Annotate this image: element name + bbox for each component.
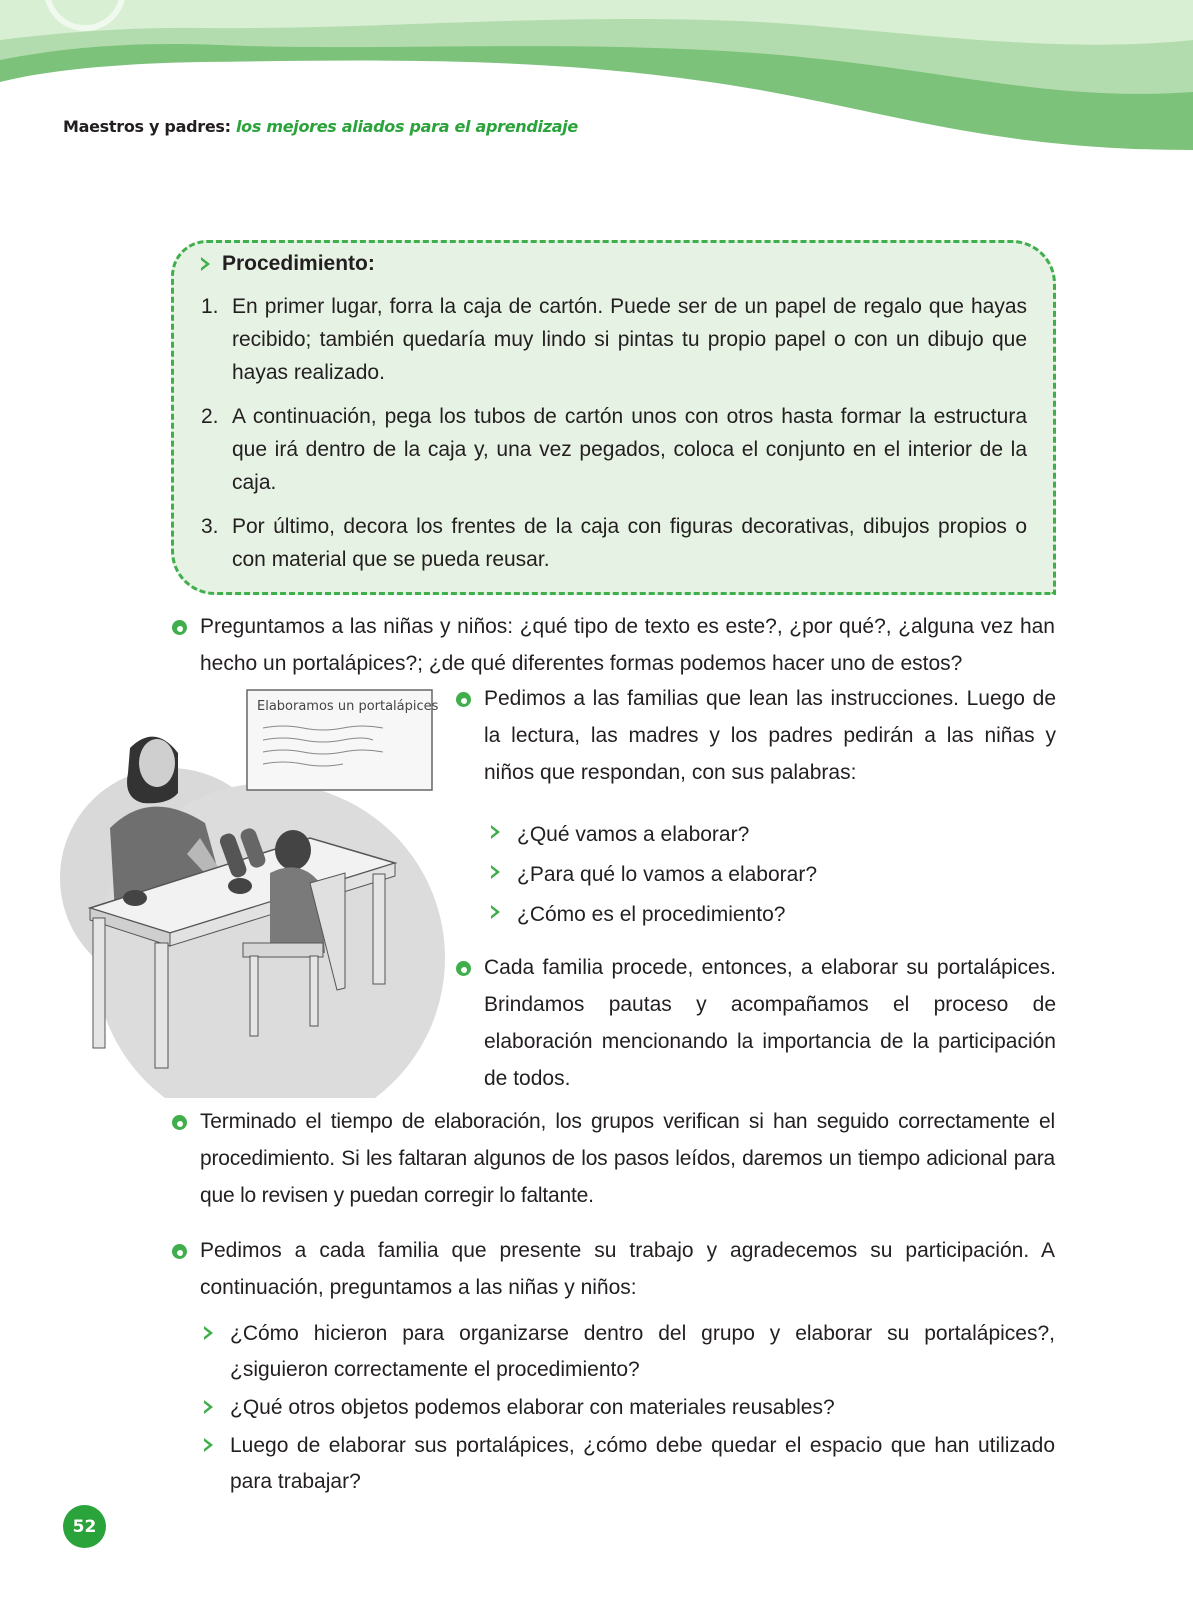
- list-item: [202, 1316, 1055, 1388]
- bullet-icon: [456, 961, 471, 976]
- page-number-badge: [63, 1505, 106, 1548]
- family-crafting-illustration: [55, 688, 450, 1098]
- closing-questions-list: [202, 1316, 1055, 1500]
- paragraph-questions: [200, 608, 1055, 682]
- paragraph-text: Pedimos a las familias que lean las instrucciones. Luego de la lectura, las madres y los padres pedirán a las niñas y niños que respondan, con sus palabras:: [484, 687, 1056, 784]
- running-head-bold: Maestros y padres:: [63, 117, 231, 136]
- families-questions-list: [489, 815, 1049, 935]
- procedure-steps: [201, 290, 1027, 587]
- arrow-icon: [204, 1326, 213, 1340]
- arrow-icon: [204, 1400, 213, 1414]
- paragraph-each-family: [484, 949, 1056, 1097]
- procedure-title: [201, 252, 375, 276]
- list-item: [489, 895, 1049, 935]
- page-number: 52: [72, 1516, 97, 1537]
- procedure-step: [201, 510, 1027, 576]
- running-head: [63, 117, 578, 136]
- arrow-icon: [201, 257, 210, 271]
- paragraph-text: Cada familia procede, entonces, a elaborar su portalápices. Brindamos pautas y acompañamos el proceso de elaboración mencionando la importancia de la participación de todos.: [484, 956, 1056, 1090]
- list-item-text: ¿Qué otros objetos podemos elaborar con materiales reusables?: [230, 1396, 835, 1419]
- bullet-icon: [456, 692, 471, 707]
- paragraph-text: Terminado el tiempo de elaboración, los grupos verifican si han seguido correctamente el procedimiento. Si les faltaran algunos de los pasos leídos, daremos un tiempo adicional para que lo revisen y puedan corregir lo faltante.: [200, 1110, 1055, 1207]
- running-head-italic: los mejores aliados para el aprendizaje: [235, 117, 578, 136]
- list-item-text: ¿Qué vamos a elaborar?: [517, 823, 750, 846]
- step-number: 2.: [201, 405, 219, 428]
- poster-title: Elaboramos un portalápices: [257, 699, 439, 714]
- paragraph-verify: [200, 1103, 1055, 1214]
- arrow-icon: [491, 865, 500, 879]
- list-item-text: Luego de elaborar sus portalápices, ¿cómo debe quedar el espacio que han utilizado para trabajar?: [230, 1434, 1055, 1493]
- paragraph-text: Preguntamos a las niñas y niños: ¿qué tipo de texto es este?, ¿por qué?, ¿alguna vez han hecho un portalápices?; ¿de qué diferentes formas podemos hacer uno de estos?: [200, 615, 1055, 675]
- list-item: [489, 855, 1049, 895]
- procedure-step: [201, 290, 1027, 389]
- arrow-icon: [491, 825, 500, 839]
- list-item-text: ¿Cómo hicieron para organizarse dentro del grupo y elaborar su portalápices?, ¿siguieron correctamente el procedimiento?: [230, 1322, 1055, 1381]
- procedure-step: [201, 400, 1027, 499]
- step-number: 1.: [201, 295, 219, 318]
- step-text: Por último, decora los frentes de la caja con figuras decorativas, dibujos propios o con material que se pueda reusar.: [232, 515, 1027, 571]
- bullet-icon: [172, 620, 187, 635]
- paragraph-families-read: [484, 680, 1056, 791]
- list-item: [202, 1390, 1055, 1426]
- arrow-icon: [491, 905, 500, 919]
- list-item: [202, 1428, 1055, 1500]
- step-text: En primer lugar, forra la caja de cartón. Puede ser de un papel de regalo que hayas recibido; también quedaría muy lindo si pintas tu propio papel o con un dibujo que hayas realizado.: [232, 295, 1027, 384]
- procedure-title-text: Procedimiento:: [222, 252, 375, 275]
- list-item-text: ¿Para qué lo vamos a elaborar?: [517, 863, 817, 886]
- list-item-text: ¿Cómo es el procedimiento?: [517, 903, 786, 926]
- list-item: [489, 815, 1049, 855]
- step-text: A continuación, pega los tubos de cartón unos con otros hasta formar la estructura que irá dentro de la caja y, una vez pegados, coloca el conjunto en el interior de la caja.: [232, 405, 1027, 494]
- step-number: 3.: [201, 515, 219, 538]
- arrow-icon: [204, 1438, 213, 1452]
- bullet-icon: [172, 1115, 187, 1130]
- paragraph-text: Pedimos a cada familia que presente su trabajo y agradecemos su participación. A continuación, preguntamos a las niñas y niños:: [200, 1239, 1055, 1299]
- paragraph-present-work: [200, 1232, 1055, 1306]
- bullet-icon: [172, 1244, 187, 1259]
